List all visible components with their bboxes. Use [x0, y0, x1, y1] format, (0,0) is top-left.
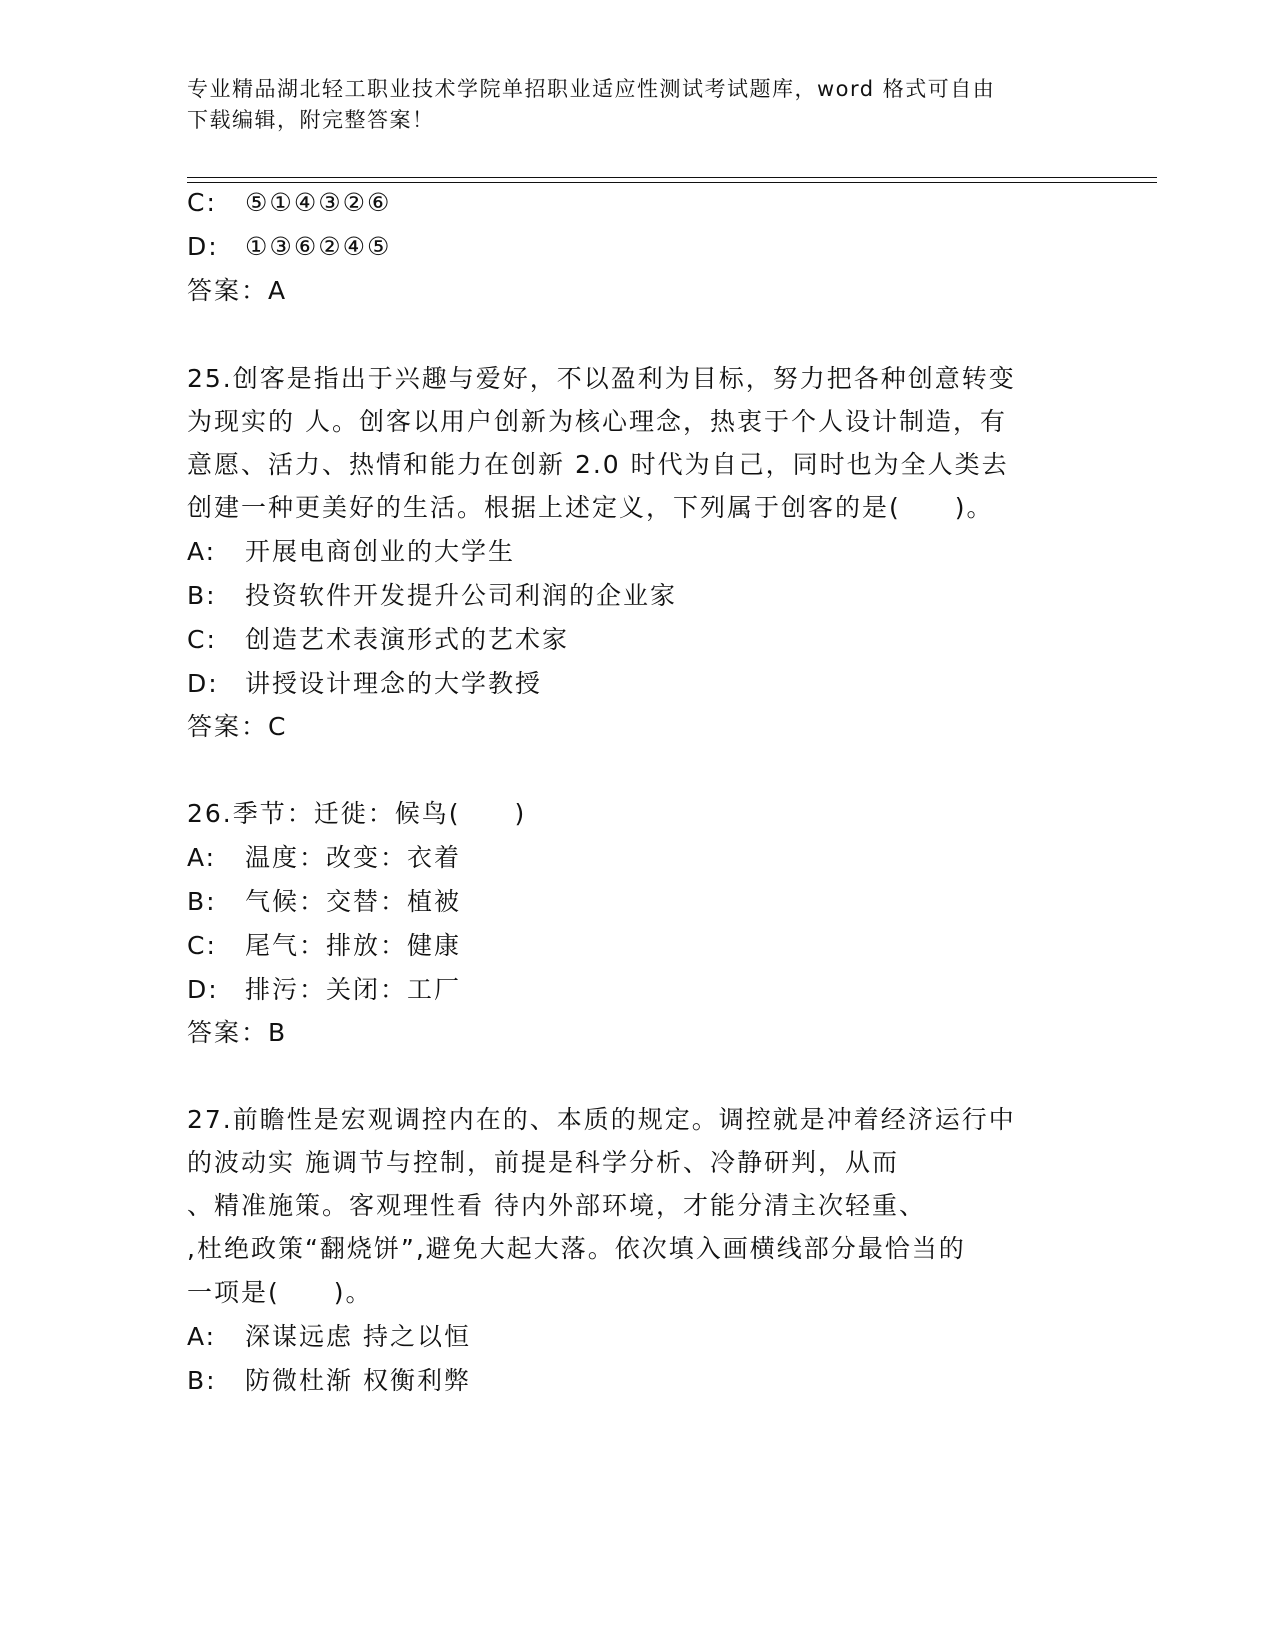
q27-stem-line-2: 的波动实 施调节与控制，前提是科学分析、冷静研判，从而 [187, 1148, 899, 1177]
q25-option-b: B: 投资软件开发提升公司利润的企业家 [187, 581, 678, 610]
header-line-2: 下载编辑，附完整答案！ [187, 108, 435, 132]
q26-option-b: B: 气候：交替：植被 [187, 887, 462, 916]
q24-option-c: C: ⑤①④③②⑥ [187, 188, 392, 217]
q25-stem-line-4: 创建一种更美好的生活。根据上述定义，下列属于创客的是( )。 [187, 493, 994, 522]
q27-stem-line-1: 27.前瞻性是宏观调控内在的、本质的规定。调控就是冲着经济运行中 [187, 1105, 1016, 1134]
q25-option-d: D: 讲授设计理念的大学教授 [187, 669, 543, 698]
q26-stem: 26.季节：迁徙：候鸟( ) [187, 799, 527, 828]
q27-stem-line-4: ,杜绝政策“翻烧饼”,避免大起大落。依次填入画横线部分最恰当的 [187, 1234, 966, 1263]
header-line-1: 专业精品湖北轻工职业技术学院单招职业适应性测试考试题库，word 格式可自由 [187, 77, 996, 101]
q27-option-a: A: 深谋远虑 持之以恒 [187, 1322, 471, 1351]
q25-answer: 答案：C [187, 712, 288, 741]
q25-option-a: A: 开展电商创业的大学生 [187, 537, 516, 566]
q26-answer: 答案：B [187, 1018, 288, 1047]
q27-stem-line-3: 、精准施策。客观理性看 待内外部环境，才能分清主次轻重、 [187, 1191, 926, 1220]
q26-option-a: A: 温度：改变：衣着 [187, 843, 462, 872]
header-rule-top [187, 177, 1157, 178]
q26-option-c: C: 尾气：排放：健康 [187, 931, 462, 960]
header-rule-bottom [187, 182, 1157, 183]
q24-option-d: D: ①③⑥②④⑤ [187, 232, 392, 261]
q25-stem-line-1: 25.创客是指出于兴趣与爱好，不以盈利为目标，努力把各种创意转变 [187, 364, 1016, 393]
q24-answer: 答案：A [187, 276, 288, 305]
document-header [187, 74, 1067, 136]
q27-stem-line-5: 一项是( )。 [187, 1278, 373, 1307]
q25-stem-line-2: 为现实的 人。创客以用户创新为核心理念，热衷于个人设计制造，有 [187, 407, 1007, 436]
q25-option-c: C: 创造艺术表演形式的艺术家 [187, 625, 570, 654]
q25-stem-line-3: 意愿、活力、热情和能力在创新 2.0 时代为自己，同时也为全人类去 [187, 450, 1009, 479]
q27-option-b: B: 防微杜渐 权衡利弊 [187, 1366, 471, 1395]
q26-option-d: D: 排污：关闭：工厂 [187, 975, 462, 1004]
